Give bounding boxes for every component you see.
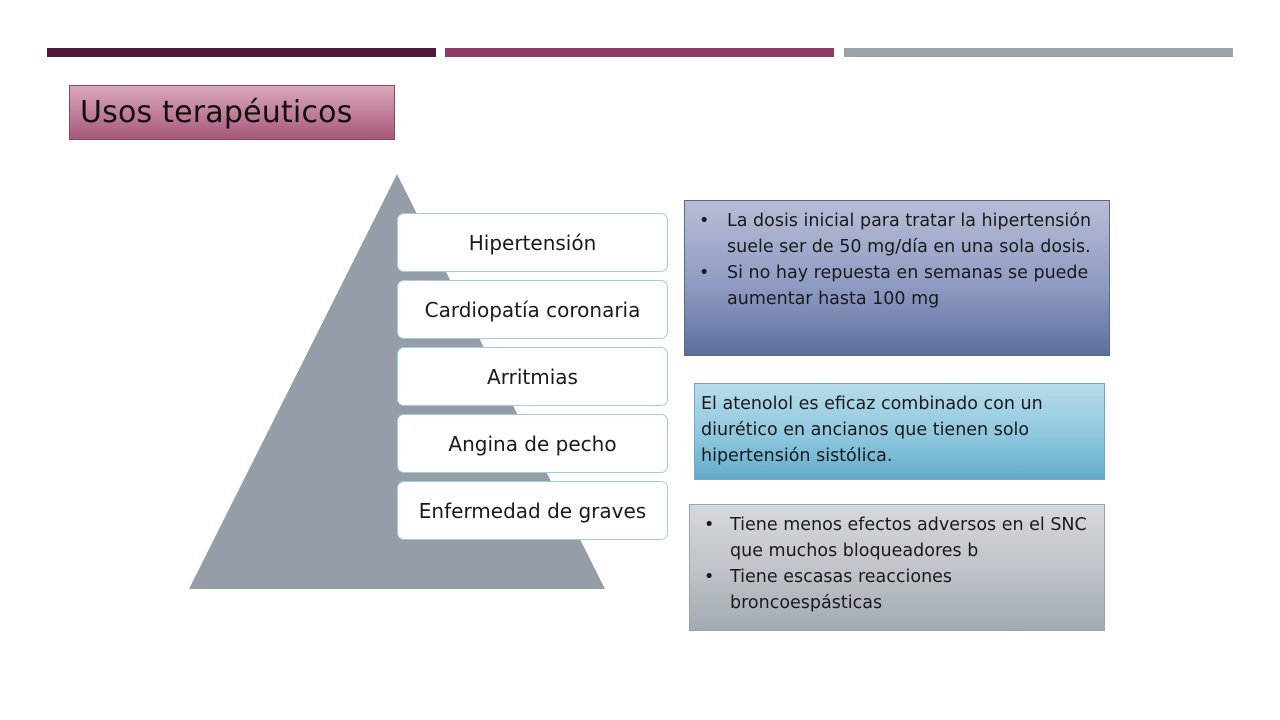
advantages-note-box [689, 504, 1105, 631]
dosage-item: • Si no hay repuesta en semanas se puede aumentar hasta 100 mg [685, 260, 1109, 312]
advantages-list [690, 512, 1104, 616]
slide-title: Usos terapéuticos [69, 85, 395, 140]
pyramid-level-arritmias: Arritmias [397, 347, 668, 406]
pyramid-level-angina: Angina de pecho [397, 414, 668, 473]
dosage-item: • La dosis inicial para tratar la hipertensión suele ser de 50 mg/día en una sola dosis. [685, 208, 1109, 260]
dosage-list [685, 208, 1109, 312]
advantage-item: • Tiene menos efectos adversos en el SNC que muchos bloqueadores b [690, 512, 1104, 564]
combination-note-box: El atenolol es eficaz combinado con un diurético en ancianos que tienen solo hipertensión sistólica. [694, 383, 1105, 480]
pyramid-level-hipertension: Hipertensión [397, 213, 668, 272]
advantage-item: • Tiene escasas reacciones broncoespásticas [690, 564, 1104, 616]
pyramid-level-graves: Enfermedad de graves [397, 481, 668, 540]
dosage-note-box [684, 200, 1110, 356]
pyramid-level-cardiopatia: Cardiopatía coronaria [397, 280, 668, 339]
